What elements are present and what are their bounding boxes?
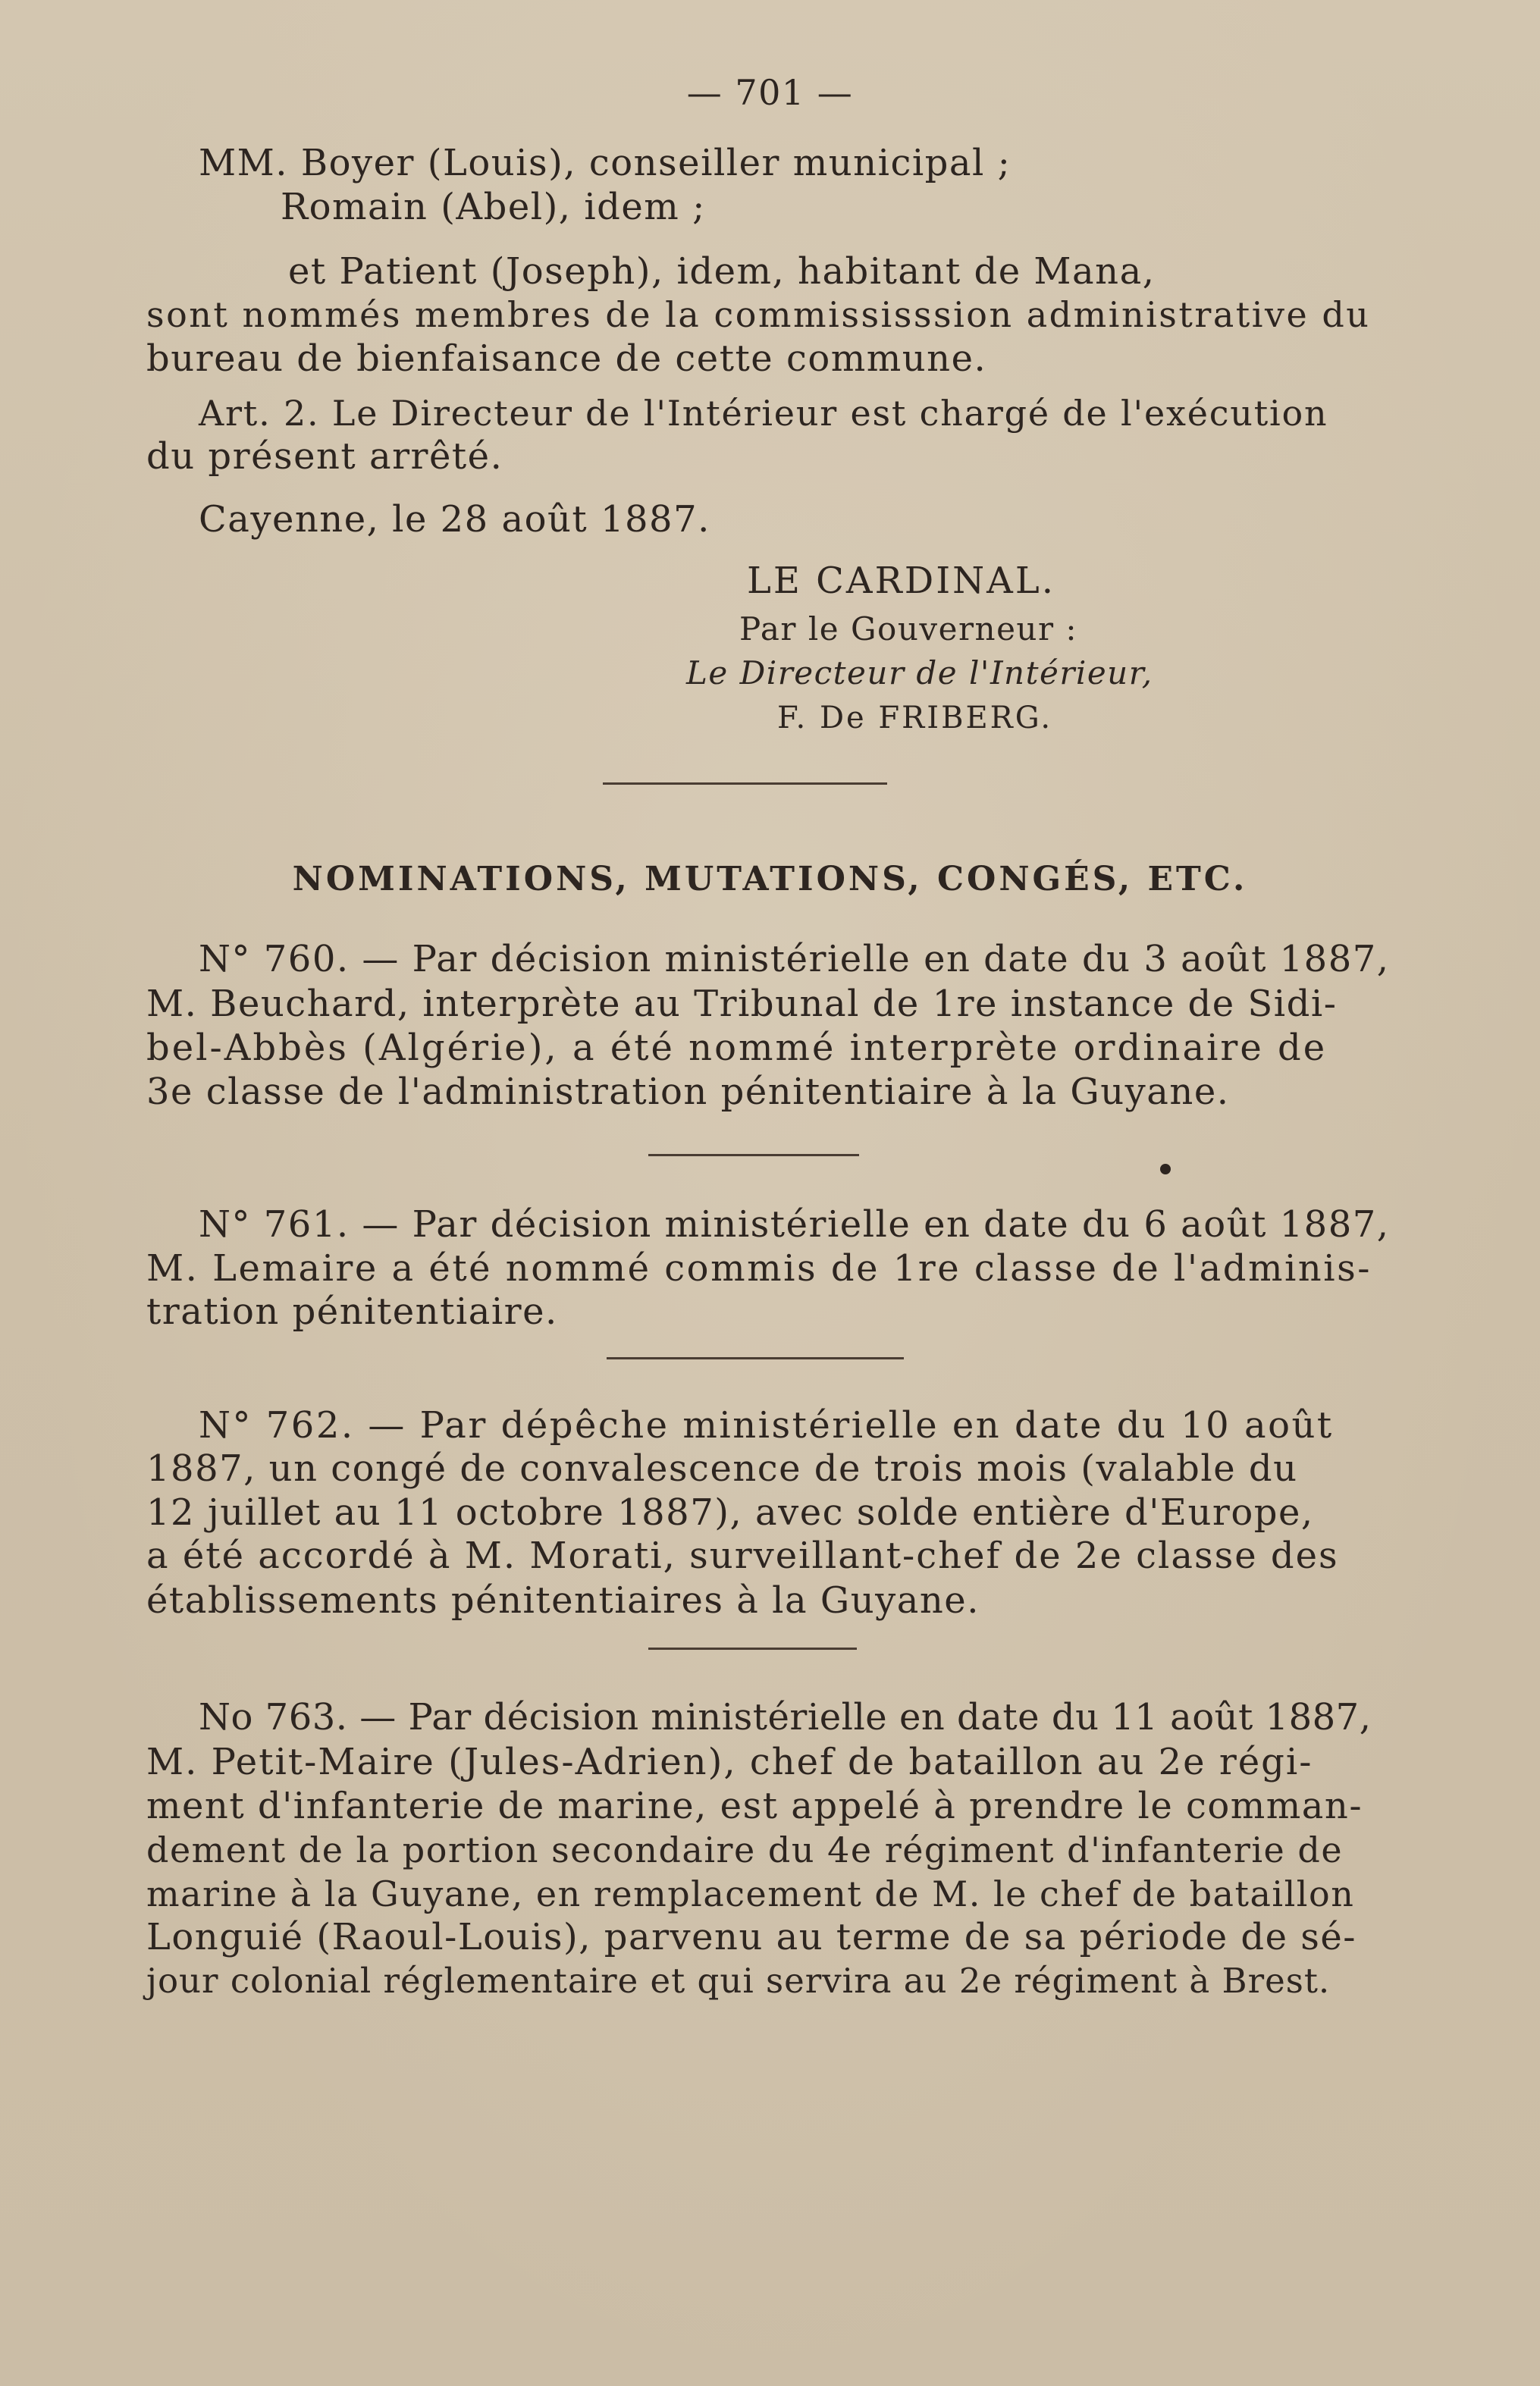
arrete-line-3: et Patient (Joseph), idem, habitant de Mana, [288,250,1156,293]
arrete-line-2: Romain (Abel), idem ; [281,186,706,228]
entry-762-line-1: N° 762. — Par dépêche ministérielle en date du 10 août [199,1404,1334,1447]
ink-dot [1160,1164,1171,1174]
entry-763-line-5: marine à la Guyane, en remplacement de M. le chef de bataillon [146,1873,1355,1914]
entry-761-line-3: tration pénitentiaire. [146,1290,558,1333]
separator-rule [648,1648,857,1650]
entry-763-line-3: ment d'infanterie de marine, est appelé à prendre le comman- [146,1785,1363,1827]
separator-rule [603,782,887,785]
entry-762-line-4: a été accordé à M. Morati, surveillant-chef de 2e classe des [146,1535,1339,1577]
signature-name: LE CARDINAL. [747,560,1055,602]
separator-rule [607,1357,904,1359]
entry-762-line-2: 1887, un congé de convalescence de trois mois (valable du [146,1447,1298,1490]
entry-763-line-7: jour colonial réglementaire et qui servira au 2e régiment à Brest. [146,1961,1331,2001]
entry-760-line-1: N° 760. — Par décision ministérielle en date du 3 août 1887, [199,938,1390,980]
entry-763-line-1: No 763. — Par décision ministérielle en date du 11 août 1887, [199,1696,1372,1739]
separator-rule [648,1154,859,1156]
entry-761-line-2: M. Lemaire a été nommé commis de 1re classe de l'adminis- [146,1247,1372,1290]
entry-763-line-2: M. Petit-Maire (Jules-Adrien), chef de bataillon au 2e régi- [146,1741,1313,1783]
signatory-name: F. De FRIBERG. [777,701,1053,735]
entry-760-line-2: M. Beuchard, interprète au Tribunal de 1re instance de Sidi- [146,983,1338,1025]
signature-directeur: Le Directeur de l'Intérieur, [686,654,1153,691]
entry-762-line-5: établissements pénitentiaires à la Guyane. [146,1579,980,1622]
article-2-line-2: du présent arrêté. [146,435,503,478]
article-2-line-1: Art. 2. Le Directeur de l'Intérieur est chargé de l'exécution [199,393,1328,434]
entry-762-line-3: 12 juillet au 11 octobre 1887), avec solde entière d'Europe, [146,1491,1314,1534]
signature-par-le-gouverneur: Par le Gouverneur : [739,610,1078,647]
entry-760-line-4: 3e classe de l'administration pénitentiaire à la Guyane. [146,1071,1230,1113]
entry-763-line-6: Longuié (Raoul-Louis), parvenu au terme de sa période de sé- [146,1916,1357,1958]
entry-761-line-1: N° 761. — Par décision ministérielle en date du 6 août 1887, [199,1203,1390,1246]
entry-760-line-3: bel-Abbès (Algérie), a été nommé interprète ordinaire de [146,1027,1328,1069]
entry-763-line-4: dement de la portion secondaire du 4e régiment d'infanterie de [146,1829,1344,1870]
section-heading: NOMINATIONS, MUTATIONS, CONGÉS, ETC. [292,860,1248,898]
arrete-line-4: sont nommés membres de la commississsion administrative du [146,294,1371,335]
arrete-date: Cayenne, le 28 août 1887. [199,498,710,541]
arrete-line-1: MM. Boyer (Louis), conseiller municipal ; [199,142,1012,184]
page-number: — 701 — [686,72,854,113]
arrete-line-5: bureau de bienfaisance de cette commune. [146,337,987,380]
